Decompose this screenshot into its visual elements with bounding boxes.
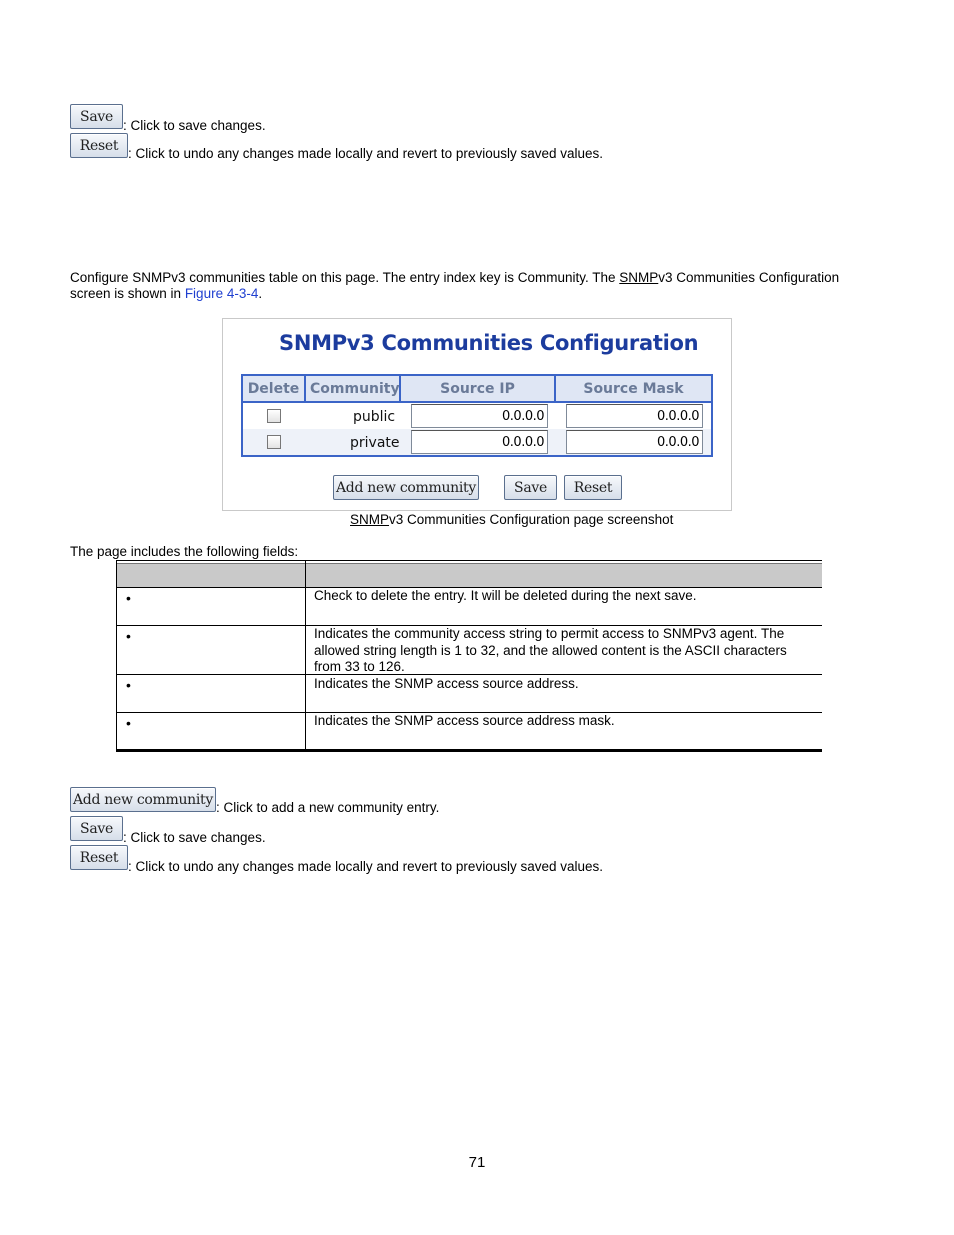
field-description: Indicates the SNMP access source address mask. — [314, 713, 615, 728]
field-description: Indicates the community access string to permit access to SNMPv3 agent. The allowed string length is 1 to 32, and the allowed content is the ASCII characters from 33 to 126. — [314, 626, 787, 674]
figure-link[interactable]: Figure 4-3-4 — [184, 286, 259, 301]
list-bullet: • — [126, 628, 131, 644]
intro-text: v3 Communities Configuration — [658, 270, 840, 285]
source-mask-input[interactable]: 0.0.0.0 — [566, 404, 703, 428]
add-new-community-button-doc[interactable]: Add new community — [70, 787, 216, 812]
fields-table — [116, 560, 822, 753]
page-number: 71 — [468, 1154, 486, 1171]
header-source-ip: Source IP — [401, 376, 556, 401]
header-community: Community — [306, 376, 401, 401]
list-bullet: • — [126, 677, 131, 693]
snmp-term: SNMP — [619, 270, 659, 285]
community-value: private — [350, 435, 400, 451]
source-mask-input[interactable]: 0.0.0.0 — [566, 430, 703, 454]
delete-checkbox[interactable] — [267, 409, 281, 423]
caption-text: v3 Communities Configuration page screenshot — [389, 512, 674, 527]
source-ip-input[interactable]: 0.0.0.0 — [411, 430, 548, 454]
intro-text: Configure SNMPv3 communities table on this page. The entry index key is Community. The — [70, 270, 620, 285]
reset-description: : Click to undo any changes made locally and revert to previously saved values. — [128, 859, 604, 874]
config-title: SNMPv3 Communities Configuration — [279, 331, 699, 355]
intro-line-2 — [70, 286, 262, 302]
caption-snmp: SNMP — [350, 512, 390, 527]
fields-intro: The page includes the following fields: — [70, 544, 299, 559]
add-new-community-button[interactable]: Add new community — [333, 475, 479, 500]
source-ip-input[interactable]: 0.0.0.0 — [411, 404, 548, 428]
table-border-left — [116, 560, 117, 750]
save-button-doc[interactable]: Save — [70, 816, 123, 841]
delete-checkbox[interactable] — [267, 435, 281, 449]
reset-button[interactable]: Reset — [564, 475, 622, 500]
community-value: public — [353, 409, 396, 425]
field-description: Indicates the SNMP access source address. — [314, 676, 579, 691]
list-bullet: • — [126, 715, 131, 731]
fields-table-header — [116, 563, 822, 587]
table-header — [243, 376, 711, 403]
field-description: Check to delete the entry. It will be deleted during the next save. — [314, 588, 697, 603]
header-source-mask: Source Mask — [583, 380, 684, 397]
save-description-top: : Click to save changes. — [123, 118, 266, 133]
reset-description-top: : Click to undo any changes made locally and revert to previously saved values. — [128, 146, 604, 161]
communities-table — [241, 374, 713, 457]
intro-line-1 — [70, 270, 839, 286]
list-bullet: • — [126, 590, 131, 606]
table-top-rule — [116, 560, 822, 561]
table-column-divider — [305, 560, 306, 750]
save-description: : Click to save changes. — [123, 830, 266, 845]
intro-text: . — [258, 286, 263, 301]
table-row — [243, 403, 711, 429]
reset-button-doc[interactable]: Reset — [70, 845, 128, 870]
intro-text: screen is shown in — [70, 286, 185, 301]
table-row — [243, 429, 711, 455]
save-button[interactable]: Save — [504, 475, 557, 500]
table-bottom-rule — [116, 749, 822, 752]
figure-caption — [350, 512, 673, 528]
reset-button-top[interactable]: Reset — [70, 133, 128, 158]
save-button-top[interactable]: Save — [70, 104, 123, 129]
add-description: : Click to add a new community entry. — [216, 800, 440, 815]
communities-config-screenshot — [222, 318, 732, 511]
header-delete: Delete — [243, 376, 306, 401]
